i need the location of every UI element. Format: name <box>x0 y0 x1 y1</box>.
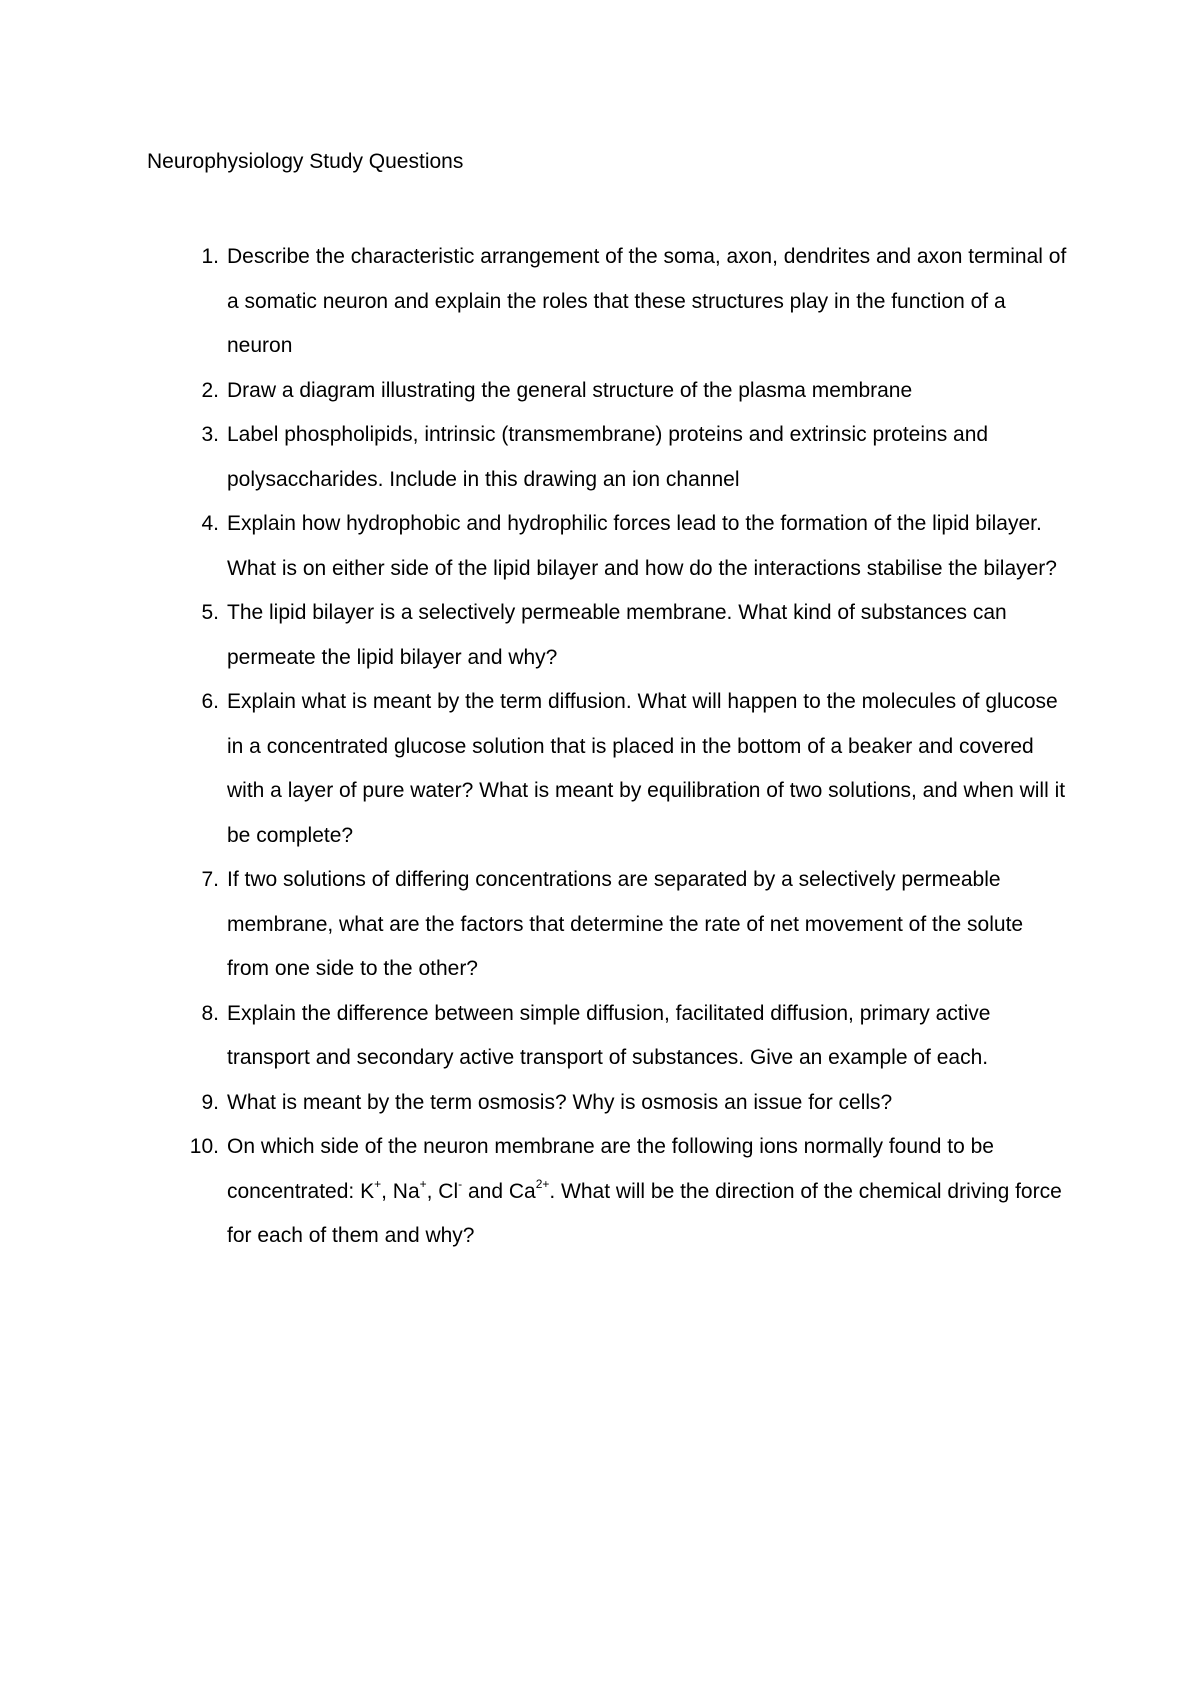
question-number-label: 1. <box>201 245 219 268</box>
question-number-label: 10. <box>189 1135 219 1158</box>
question-text: Describe the characteristic arrangement of the soma, axon, dendrites and axon terminal of a somatic neuron and explain the roles that these structures play in the function of a neuron <box>227 245 1067 357</box>
list-item <box>147 502 1067 591</box>
question-number-label: 3. <box>201 423 219 446</box>
question-number-label: 8. <box>201 1001 219 1025</box>
question-number <box>147 680 219 725</box>
ion-charge-superscript: - <box>458 1176 463 1191</box>
question-text-part: , Na <box>381 1179 420 1203</box>
list-item <box>147 992 1067 1081</box>
list-item <box>147 369 1067 414</box>
question-number <box>147 858 219 903</box>
list-item <box>147 591 1067 680</box>
question-text: If two solutions of differing concentrations are separated by a selectively permeable membrane, what are the factors that determine the rate of net movement of the solute from one side to the other? <box>227 868 1024 980</box>
list-item <box>147 1125 1067 1259</box>
question-text: Label phospholipids, intrinsic (transmembrane) proteins and extrinsic proteins and polysaccharides. Include in this drawing an ion channel <box>227 423 989 491</box>
question-number-label: 5. <box>201 601 219 624</box>
question-number <box>147 235 219 280</box>
list-item <box>147 235 1067 369</box>
list-item <box>147 1081 1067 1126</box>
question-text-part: , Cl <box>426 1179 459 1203</box>
question-number-label: 6. <box>201 690 219 713</box>
ion-charge-superscript: + <box>374 1176 382 1191</box>
question-number-label: 4. <box>201 512 219 535</box>
question-text: Explain how hydrophobic and hydrophilic forces lead to the formation of the lipid bilayer. What is on either side of the lipid bilayer and how do the interactions stabilise the bilayer? <box>227 512 1057 580</box>
question-number-label: 7. <box>201 868 219 891</box>
ion-charge-superscript: 2+ <box>535 1176 550 1191</box>
question-number <box>147 591 219 636</box>
ion-charge-superscript: + <box>419 1176 427 1191</box>
question-text: The lipid bilayer is a selectively permeable membrane. What kind of substances can permeate the lipid bilayer and why? <box>227 601 1007 669</box>
question-number <box>147 413 219 458</box>
question-number <box>147 1081 219 1126</box>
question-text: Explain what is meant by the term diffusion. What will happen to the molecules of glucose in a concentrated glucose solution that is placed in the bottom of a beaker and covered with a layer of pure water? What is meant by equilibration of two solutions, and when will it be complete? <box>227 690 1066 847</box>
list-item <box>147 413 1067 502</box>
question-text-part: On which side of the neuron membrane are the following ions normally found to be concentrated: K <box>227 1135 994 1203</box>
list-item <box>147 858 1067 992</box>
question-number <box>147 1125 219 1170</box>
question-text: What is meant by the term osmosis? Why is osmosis an issue for cells? <box>227 1090 893 1114</box>
question-text-part: and Ca <box>462 1179 536 1203</box>
list-item <box>147 680 1067 858</box>
question-text-part: . What will be the direction of the chemical driving force for each of them and why? <box>227 1179 1062 1247</box>
question-number <box>147 369 219 414</box>
question-number-label: 2. <box>201 378 219 402</box>
question-text: Explain the difference between simple diffusion, facilitated diffusion, primary active transport and secondary active transport of substances. Give an example of each. <box>227 1001 991 1069</box>
question-number <box>147 502 219 547</box>
question-number-label: 9. <box>201 1090 219 1114</box>
question-text <box>219 1125 1067 1259</box>
question-list <box>147 235 1067 1259</box>
question-text: Draw a diagram illustrating the general structure of the plasma membrane <box>227 378 913 402</box>
page-title: Neurophysiology Study Questions <box>147 150 464 173</box>
question-number <box>147 992 219 1037</box>
